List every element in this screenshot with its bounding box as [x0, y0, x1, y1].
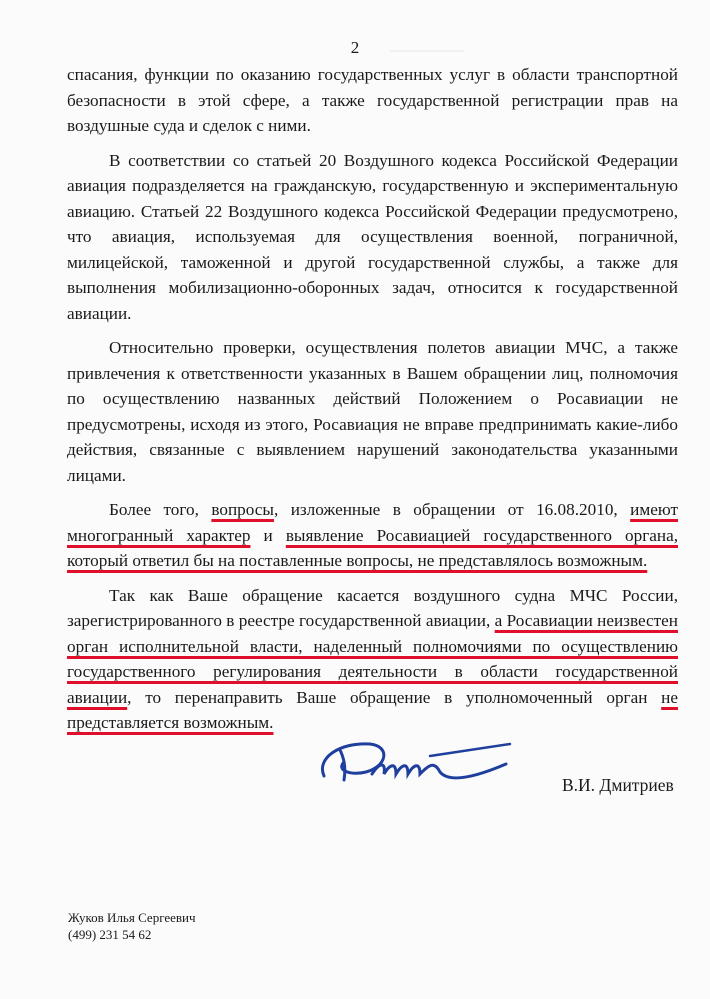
executor-block: [68, 909, 196, 943]
paragraph: [67, 497, 678, 574]
paragraph-text: спасания, функции по оказанию государственных услуг в области транспортной безопасности в этой сфере, а также государственной регистрации прав на воздушные суда и сделок с ними.: [67, 65, 678, 135]
paragraph: [67, 335, 678, 488]
executor-phone: (499) 231 54 62: [68, 927, 152, 942]
paragraph-text: , изложенные в обращении от 16.08.2010,: [273, 500, 631, 519]
highlighted-text: а Росавиации неизвестен орган исполнительной власти, наделенный полномочиями по осуществлению государственного регулирования деятельности в области государственной авиации: [67, 611, 678, 707]
paragraph-text: В соответствии со статьей 20 Воздушного кодекса Российской Федерации авиация подразделяется на гражданскую, государственную и экспериментальную авиацию. Статьей 22 Воздушного кодекса Российской Федерации предусмотрено, что авиация, используемая для осуществления военной, пограничной, милицейской, таможенной и другой государственной службы, а также для выполнения мобилизационно-оборонных задач, относится к государственной авиации.: [67, 150, 678, 323]
highlighted-text: имеют многогранный характер: [67, 500, 678, 545]
paragraph-text: Более того,: [109, 500, 212, 519]
paragraph-text: Так как Ваше обращение касается воздушного судна МЧС России, зарегистрированного в реестре государственной авиации,: [67, 585, 678, 630]
signatory-name: В.И. Дмитриев: [562, 775, 674, 795]
bleed-through: ────────: [390, 43, 464, 58]
highlighted-text: вопросы: [211, 500, 274, 519]
highlighted-text: выявление Росавиацией государственного органа, который ответил бы на поставленные вопросы, не представлялось возможным.: [67, 525, 679, 570]
letter-body: [67, 62, 678, 745]
page-number: 2: [350, 38, 360, 57]
paragraph: [67, 148, 678, 327]
paragraph-text: и: [250, 525, 286, 545]
paragraph-text: Относительно проверки, осуществления полетов авиации МЧС, а также привлечения к ответственности указанных в Вашем обращении лиц, полномочия по осуществлению названных действий Положением о Росавиации не предусмотрены, исходя из этого, Росавиация не вправе предпринимать какие-либо действия, связанные с выявлением нарушений законодательства указанными лицами.: [67, 338, 678, 485]
paragraph: [67, 62, 678, 139]
highlighted-text: не представляется возможным.: [67, 687, 678, 732]
paragraph-text: , то перенаправить Ваше обращение в уполномоченный орган: [127, 687, 662, 707]
paragraph: [67, 583, 678, 736]
executor-name: Жуков Илья Сергеевич: [68, 910, 196, 925]
signature-image: [310, 728, 550, 798]
